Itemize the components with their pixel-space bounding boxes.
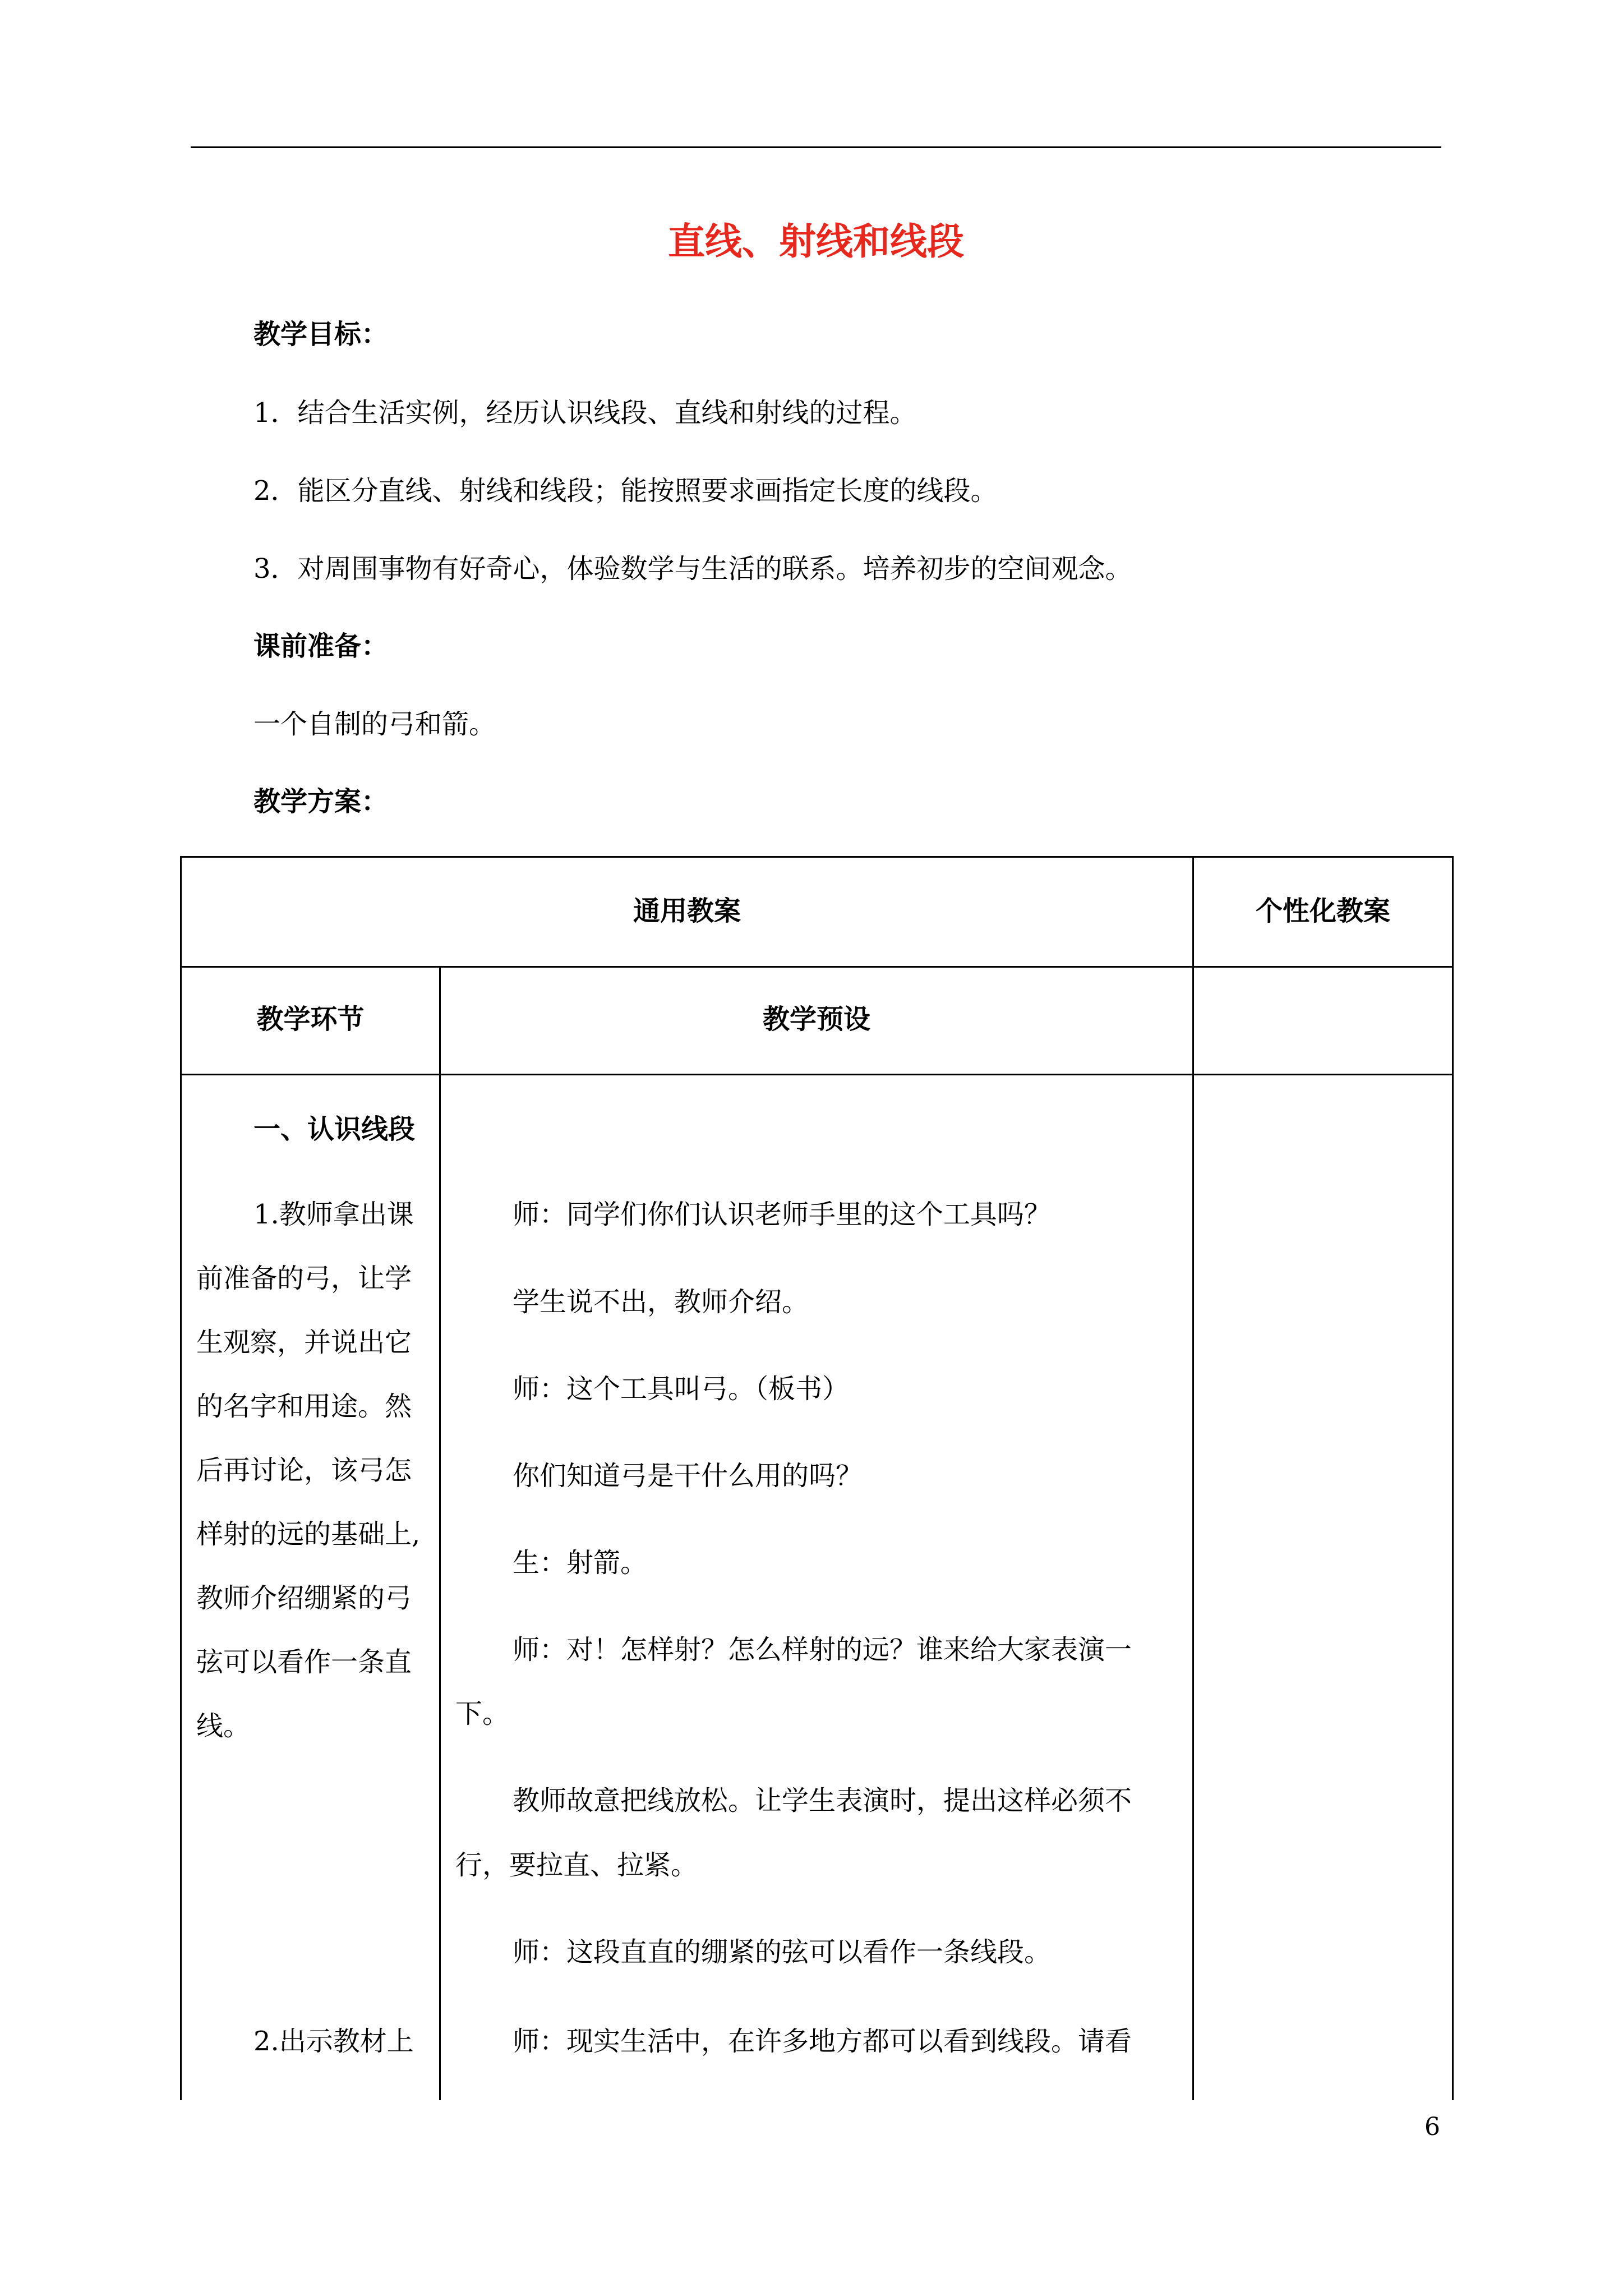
page-number: 6 bbox=[1424, 2113, 1440, 2141]
table-border-left bbox=[180, 856, 182, 2100]
goal-3: 3．对周围事物有好奇心，体验数学与生活的联系。培养初步的空间观念。 bbox=[253, 553, 1132, 585]
section-title: 一、认识线段 bbox=[253, 1114, 416, 1145]
page-title: 直线、射线和线段 bbox=[668, 219, 964, 263]
table-row-divider bbox=[180, 966, 1454, 968]
table-col-divider bbox=[439, 966, 441, 2100]
stage-line: 线。 bbox=[196, 1710, 251, 1742]
goal-1: 1．结合生活实例，经历认识线段、直线和射线的过程。 bbox=[253, 397, 917, 429]
goals-heading: 教学目标： bbox=[253, 319, 389, 350]
preset-line: 师：这个工具叫弓。（板书） bbox=[513, 1373, 850, 1405]
preset-line: 教师故意把线放松。让学生表演时，提出这样必须不 bbox=[513, 1785, 1132, 1816]
stage-line: 1.教师拿出课 bbox=[253, 1199, 414, 1230]
stage-line: 2.出示教材上 bbox=[253, 2026, 414, 2057]
header-rule bbox=[191, 146, 1441, 148]
preset-line: 生：射箭。 bbox=[513, 1547, 648, 1579]
header-general: 通用教案 bbox=[633, 895, 741, 927]
preset-line: 师：对！怎样射？怎么样射的远？谁来给大家表演一 bbox=[513, 1634, 1132, 1665]
preset-line: 你们知道弓是干什么用的吗？ bbox=[513, 1460, 863, 1492]
stage-line: 后再讨论，该弓怎 bbox=[196, 1455, 412, 1486]
col-stage: 教学环节 bbox=[256, 1004, 365, 1035]
stage-line: 前准备的弓，让学 bbox=[196, 1263, 412, 1294]
table-border-right bbox=[1452, 856, 1454, 2100]
prep-text: 一个自制的弓和箭。 bbox=[253, 708, 496, 740]
table-row-divider bbox=[180, 1074, 1454, 1075]
stage-line: 样射的远的基础上, bbox=[196, 1519, 421, 1550]
stage-line: 教师介绍绷紧的弓 bbox=[196, 1582, 412, 1614]
stage-line: 生观察，并说出它 bbox=[196, 1327, 412, 1358]
preset-line: 师：这段直直的绷紧的弦可以看作一条线段。 bbox=[513, 1936, 1052, 1968]
stage-line: 的名字和用途。然 bbox=[196, 1391, 412, 1422]
preset-line: 师：现实生活中，在许多地方都可以看到线段。请看 bbox=[513, 2026, 1132, 2057]
preset-line: 师：同学们你们认识老师手里的这个工具吗？ bbox=[513, 1199, 1052, 1230]
table-col-divider bbox=[1192, 856, 1194, 2100]
stage-line: 弦可以看作一条直 bbox=[196, 1646, 412, 1678]
col-preset: 教学预设 bbox=[762, 1004, 870, 1035]
table-border-top bbox=[180, 856, 1454, 858]
plan-heading: 教学方案： bbox=[253, 786, 389, 817]
header-personal: 个性化教案 bbox=[1255, 895, 1390, 927]
preset-line: 行，要拉直、拉紧。 bbox=[455, 1849, 698, 1881]
preset-line: 下。 bbox=[455, 1698, 510, 1729]
prep-heading: 课前准备： bbox=[253, 631, 389, 662]
preset-line: 学生说不出，教师介绍。 bbox=[513, 1286, 809, 1318]
goal-2: 2．能区分直线、射线和线段；能按照要求画指定长度的线段。 bbox=[253, 475, 998, 507]
